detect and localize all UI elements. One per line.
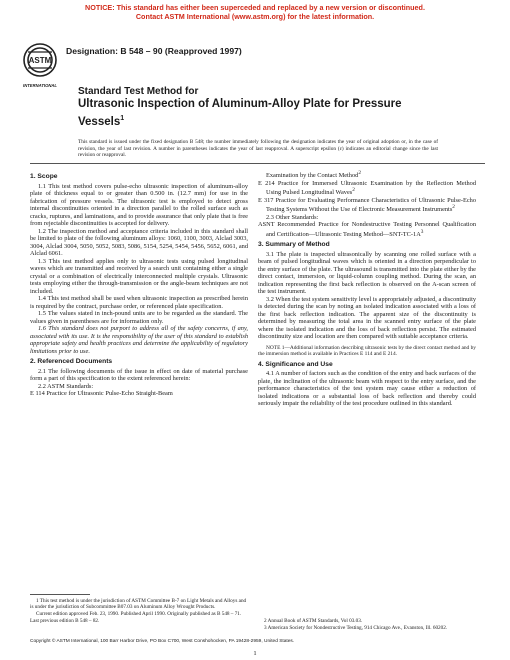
section-significance-heading: 4. Significance and Use — [258, 360, 333, 368]
svg-text:ASTM: ASTM — [28, 56, 52, 65]
note-1: NOTE 1—Additional information describing ultrasonic tests by the direct contact method and by the immersion method is available in Practices E 114 and E 214. — [258, 344, 476, 358]
footnote-3: 3 American Society for Nondestructive Testing, 914 Chicago Ave., Evanston, Ill. 60202. — [264, 625, 448, 632]
designation: Designation: B 548 – 90 (Reapproved 1997) — [66, 46, 242, 56]
reference-e317: E 317 Practice for Evaluating Performance Characteristics of Ultrasonic Pulse-Echo Testing Systems Without the Use of Electronic Measurement Instruments$^2$ — [258, 196, 476, 214]
section-summary-heading: 3. Summary of Method — [258, 241, 330, 249]
footnote-1-edition: Current edition approved Feb. 23, 1990. Published April 1990. Originally published as B 548 – 71. Last previous edition B 548 – 82. — [30, 611, 242, 624]
copyright: Copyright © ASTM International, 100 Barr Harbor Drive, PO Box C700, West Conshohocken, PA 19428-2959, United States. — [30, 639, 295, 644]
para-2-3: 2.3 Other Standards: — [266, 213, 319, 221]
para-3-2: 3.2 When the test system sensitivity level is appropriately adjusted, a discontinuity is detected during the scan by noting an isolated indication associated with a loss of the first back reflection indication. The apparent size of the discontinuity is determined by measuring the total area in the scanned entry surface of the plate where the isolated indication and the loss of back reflection persist. The estimated discontinuity size and location are then compared with suitable acceptance criteria. — [258, 295, 476, 341]
footnote-2: 2 Annual Book of ASTM Standards, Vol 03.03. — [264, 618, 363, 624]
page-number: 1 — [253, 650, 257, 657]
para-4-1: 4.1 A number of factors such as the condition of the entry and back surfaces of the plate, the inclination of the ultrasonic beam with respect to the entry surface, and the performance characteristics of the test system may cause either a reduction of isolated indications or a substantial loss of back reflection and thereby could seriously impair the reliability of the test procedure outlined in this standard. — [258, 370, 476, 408]
para-1-1: 1.1 This test method covers pulse-echo ultrasonic inspection of aluminum-alloy plate of thickness equal to or greater than 0.500 in. (12.7 mm) for use in the fabrication of pressure vessels. The ultrasonic test is employed to detect gross internal discontinuities oriented in a direction parallel to the rolled surface such as cracks, ruptures, and laminations, and to provide assurance that only plate that is free from rejectable discontinuities is accepted for delivery. — [30, 182, 248, 227]
title-line-2: Ultrasonic Inspection of Aluminum-Alloy Plate for Pressure — [78, 98, 402, 110]
para-1-2: 1.2 The inspection method and acceptance criteria included in this standard shall be limited to plate of the following aluminum alloys: 1060, 1100, 3003, Alclad 3003, 3004, Alclad 3004, 5050, 5052, 5083, 5086, 5154, 5254, 5454, 5456, 5652, 6061, and Alclad 6061. — [30, 227, 248, 257]
reference-e114: E 114 Practice for Ultrasonic Pulse-Echo Straight-Beam — [30, 390, 173, 397]
footnotes-left — [30, 594, 248, 625]
para-2-1: 2.1 The following documents of the issue in effect on date of material purchase form a part of this specification to the extent referenced herein: — [30, 367, 248, 382]
reference-e114-continued: Examination by the Contact Method$^2$ — [266, 170, 361, 180]
section-referenced-documents-heading: 2. Referenced Documents — [30, 358, 113, 365]
footnotes-right — [258, 618, 476, 632]
notice-line-2: Contact ASTM International (www.astm.org) for the latest information. — [135, 12, 375, 21]
notice-line-1: NOTICE: This standard has either been superceded and replaced by a new version or discontinued. — [85, 3, 425, 12]
para-1-6: 1.6 This standard does not purport to address all of the safety concerns, if any, associated with its use. It is the responsibility of the user of this standard to establish appropriate safety and health practices and determine the applicability of regulatory limitations prior to use. — [30, 325, 248, 355]
left-column — [30, 170, 248, 398]
right-column — [258, 170, 476, 408]
title-line-3: Vessels$^1$ — [78, 114, 125, 128]
footnote-1: 1 This test method is under the jurisdiction of ASTM Committee B-7 on Light Metals and Alloys and is under the jurisdiction of Subcommittee B07.03 on Aluminum Alloy Wrought Products. — [30, 598, 247, 611]
footnote-rule — [30, 594, 90, 595]
para-1-3: 1.3 This test method applies only to ultrasonic tests using pulsed longitudinal waves which are transmitted and received by a search unit containing either a single crystal or a combination of electrically interconnected multiple crystals. Ultrasonic tests employing either the through-transmission or the angle-beam techniques are not included. — [30, 257, 248, 295]
section-scope-heading: 1. Scope — [30, 173, 58, 180]
issuance-statement: This standard is issued under the fixed designation B 548; the number immediately following the designation indicates the year of original adoption or, in the case of revision, the year of last revision. A number in parentheses indicates the year of last reapproval. A superscript epsilon (ε) indicates an editorial change since the last revision or reapproval. — [78, 139, 438, 159]
svg-text:INTERNATIONAL: INTERNATIONAL — [23, 83, 57, 88]
superseded-notice — [0, 3, 510, 21]
reference-e214: E 214 Practice for Immersed Ultrasonic Examination by the Reflection Method Using Pulsed Longitudinal Waves$^2$ — [258, 179, 476, 197]
para-2-2: 2.2 ASTM Standards: — [38, 382, 94, 390]
para-3-1: 3.1 The plate is inspected ultrasonically by scanning one rolled surface with a beam of pulsed longitudinal waves which is oriented in a direction perpendicular to the entry surface of the plate. The ultrasound is transmitted into the plate either by the direct contact, immersion, or liquid-column coupling method. During the scan, an indication representing the first back reflection is observed on the A-scan screen of the test instrument. — [258, 250, 476, 296]
para-1-5: 1.5 The values stated in inch-pound units are to be regarded as the standard. The values given in parentheses are for information only. — [30, 310, 248, 325]
title-block — [78, 86, 438, 129]
reference-asnt: ASNT Recommended Practice for Nondestructive Testing Personnel Qualification and Certification—Ultrasonic Testing $Method—SNT-TC-1A^3$ — [258, 221, 476, 238]
astm-logo — [20, 40, 60, 92]
title-line-1: Standard Test Method for — [78, 86, 199, 97]
divider — [30, 163, 485, 164]
para-1-4: 1.4 This test method shall be used when ultrasonic inspection as prescribed herein is required by the contract, purchase order, or referenced plate specification. — [30, 295, 248, 310]
